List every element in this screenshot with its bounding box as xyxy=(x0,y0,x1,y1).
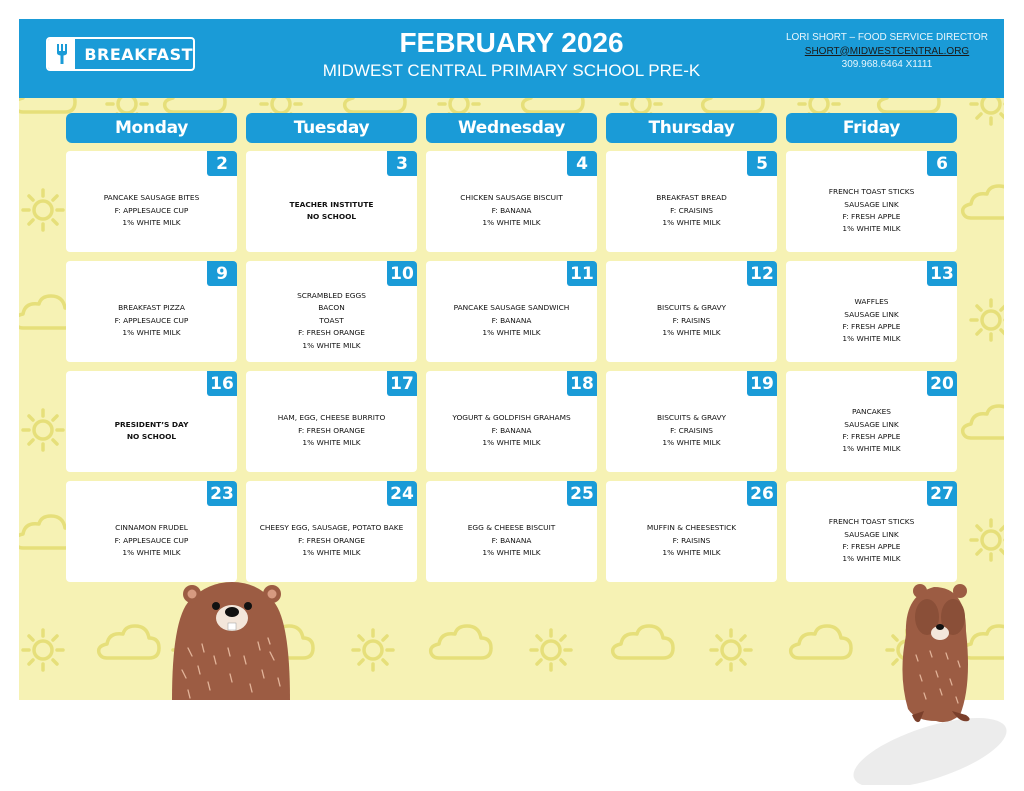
day-number-badge: 25 xyxy=(567,481,597,506)
menu-item: 1% WHITE MILK xyxy=(122,218,181,228)
menu-item: NO SCHOOL xyxy=(126,432,177,441)
menu-item: NO SCHOOL xyxy=(306,212,357,221)
calendar-day-cell xyxy=(606,371,777,472)
day-number-badge: 10 xyxy=(387,261,417,286)
calendar-day-cell xyxy=(246,371,417,472)
day-header-friday: Friday xyxy=(786,113,957,143)
contact-name: LORI SHORT – FOOD SERVICE DIRECTOR xyxy=(785,32,989,43)
menu-item: BREAKFAST PIZZA xyxy=(118,303,185,313)
menu-item: 1% WHITE MILK xyxy=(662,548,721,558)
menu-item: 1% WHITE MILK xyxy=(122,328,181,338)
menu-items xyxy=(610,288,773,354)
calendar-day-cell xyxy=(426,371,597,472)
menu-item: EGG & CHEESE BISCUIT xyxy=(467,523,556,533)
cloud-icon xyxy=(19,98,75,112)
menu-items xyxy=(70,178,233,244)
menu-item: PANCAKE SAUSAGE BITES xyxy=(103,193,200,203)
menu-item: 1% WHITE MILK xyxy=(842,334,901,344)
calendar-day-cell xyxy=(246,261,417,362)
day-number-badge: 9 xyxy=(207,261,237,286)
day-number-badge: 23 xyxy=(207,481,237,506)
menu-item: F: BANANA xyxy=(491,535,532,545)
menu-item: 1% WHITE MILK xyxy=(122,548,181,558)
menu-item: CHICKEN SAUSAGE BISCUIT xyxy=(460,193,563,203)
menu-items xyxy=(790,398,953,464)
menu-item: F: APPLESAUCE CUP xyxy=(114,205,189,215)
day-number-badge: 4 xyxy=(567,151,597,176)
cloud-icon xyxy=(99,626,159,658)
day-number-badge: 5 xyxy=(747,151,777,176)
menu-items xyxy=(250,398,413,464)
sun-icon xyxy=(23,630,63,670)
contact-email-link[interactable]: SHORT@MIDWESTCENTRAL.ORG xyxy=(804,45,970,57)
day-number-badge: 11 xyxy=(567,261,597,286)
menu-item: 1% WHITE MILK xyxy=(842,444,901,454)
calendar-day-cell xyxy=(246,481,417,582)
calendar-day-cell xyxy=(66,151,237,252)
menu-item: TOAST xyxy=(319,315,344,325)
menu-item: F: FRESH ORANGE xyxy=(298,425,365,435)
menu-item: FRENCH TOAST STICKS xyxy=(828,517,915,527)
day-number-badge: 6 xyxy=(927,151,957,176)
day-number-badge: 20 xyxy=(927,371,957,396)
day-number-badge: 24 xyxy=(387,481,417,506)
menu-item: BISCUITS & GRAVY xyxy=(656,303,727,313)
menu-item: F: FRESH APPLE xyxy=(842,322,901,331)
header-banner xyxy=(19,19,1004,98)
calendar-day-cell xyxy=(786,151,957,252)
menu-item: F: RAISINS xyxy=(672,315,711,325)
menu-item: SAUSAGE LINK xyxy=(844,309,899,319)
calendar-day-cell xyxy=(786,481,957,582)
day-number-badge: 13 xyxy=(927,261,957,286)
menu-items xyxy=(610,178,773,244)
sun-icon xyxy=(971,520,1004,560)
menu-item: SAUSAGE LINK xyxy=(844,529,899,539)
calendar-day-cell xyxy=(66,261,237,362)
menu-item: 1% WHITE MILK xyxy=(482,548,541,558)
sun-icon xyxy=(971,98,1004,124)
menu-items xyxy=(250,288,413,354)
menu-items xyxy=(430,288,593,354)
menu-item: FRENCH TOAST STICKS xyxy=(828,187,915,197)
calendar-day-cell xyxy=(66,481,237,582)
menu-items xyxy=(70,398,233,464)
cloud-icon xyxy=(345,98,405,112)
day-header-monday: Monday xyxy=(66,113,237,143)
cloud-icon xyxy=(431,626,491,658)
groundhog-standing-icon xyxy=(820,575,1010,785)
menu-item: CHEESY EGG, SAUSAGE, POTATO BAKE xyxy=(259,523,404,533)
cloud-icon xyxy=(523,98,583,112)
menu-items xyxy=(790,178,953,244)
day-header-wednesday: Wednesday xyxy=(426,113,597,143)
sun-icon xyxy=(711,630,751,670)
menu-item: 1% WHITE MILK xyxy=(302,438,361,448)
calendar-day-cell xyxy=(426,261,597,362)
page-subtitle: MIDWEST CENTRAL PRIMARY SCHOOL PRE-K xyxy=(322,61,701,80)
cloud-icon xyxy=(879,98,939,112)
menu-item: BISCUITS & GRAVY xyxy=(656,413,727,423)
cloud-icon xyxy=(963,186,1004,218)
cloud-icon xyxy=(165,98,225,112)
menu-items xyxy=(70,288,233,354)
page-title: FEBRUARY 2026 xyxy=(399,27,624,58)
menu-item: F: RAISINS xyxy=(672,535,711,545)
menu-items xyxy=(430,178,593,244)
menu-items xyxy=(250,178,413,244)
menu-item: PANCAKES xyxy=(852,407,891,417)
menu-item: F: FRESH ORANGE xyxy=(298,328,365,338)
calendar-day-cell xyxy=(786,261,957,362)
calendar-day-cell xyxy=(606,151,777,252)
day-number-badge: 17 xyxy=(387,371,417,396)
menu-items xyxy=(610,508,773,574)
menu-item: MUFFIN & CHEESESTICK xyxy=(646,523,737,533)
menu-item: BACON xyxy=(318,303,345,313)
sun-icon xyxy=(23,190,63,230)
menu-item: F: CRAISINS xyxy=(670,425,713,435)
menu-item: YOGURT & GOLDFISH GRAHAMS xyxy=(452,413,571,423)
day-number-badge: 26 xyxy=(747,481,777,506)
menu-item: SCRAMBLED EGGS xyxy=(297,290,366,300)
menu-items xyxy=(610,398,773,464)
badge-label: BREAKFAST xyxy=(84,44,193,64)
day-number-badge: 16 xyxy=(207,371,237,396)
menu-item: 1% WHITE MILK xyxy=(662,218,721,228)
menu-item: 1% WHITE MILK xyxy=(482,218,541,228)
menu-items xyxy=(430,398,593,464)
menu-item: SAUSAGE LINK xyxy=(844,199,899,209)
calendar-day-cell xyxy=(606,481,777,582)
sun-icon xyxy=(971,300,1004,340)
menu-item: F: FRESH APPLE xyxy=(842,432,901,441)
menu-items xyxy=(70,508,233,574)
cloud-icon xyxy=(613,626,673,658)
menu-item: HAM, EGG, CHEESE BURRITO xyxy=(277,413,386,423)
menu-item: F: FRESH APPLE xyxy=(842,212,901,221)
groundhog-peeking-icon xyxy=(168,578,294,700)
calendar-day-cell xyxy=(246,151,417,252)
menu-item: 1% WHITE MILK xyxy=(662,328,721,338)
day-header-tuesday: Tuesday xyxy=(246,113,417,143)
menu-item: F: APPLESAUCE CUP xyxy=(114,315,189,325)
menu-item: F: BANANA xyxy=(491,205,532,215)
menu-items xyxy=(430,508,593,574)
day-number-badge: 2 xyxy=(207,151,237,176)
contact-phone: 309.968.6464 X1111 xyxy=(841,59,933,70)
day-number-badge: 3 xyxy=(387,151,417,176)
menu-item: CINNAMON FRUDEL xyxy=(115,523,188,533)
menu-item: F: BANANA xyxy=(491,315,532,325)
contact-info xyxy=(781,31,993,72)
calendar-day-cell xyxy=(606,261,777,362)
menu-item: BREAKFAST BREAD xyxy=(656,193,727,203)
calendar-day-cell xyxy=(426,151,597,252)
cloud-icon xyxy=(963,406,1004,438)
menu-item: 1% WHITE MILK xyxy=(662,438,721,448)
menu-item: 1% WHITE MILK xyxy=(302,548,361,558)
sun-icon xyxy=(23,410,63,450)
menu-item: SAUSAGE LINK xyxy=(844,419,899,429)
calendar-day-cell xyxy=(66,371,237,472)
menu-item: PANCAKE SAUSAGE SANDWICH xyxy=(453,303,570,313)
cloud-icon xyxy=(703,98,763,112)
menu-item: F: FRESH APPLE xyxy=(842,542,901,551)
day-number-badge: 12 xyxy=(747,261,777,286)
menu-item: F: CRAISINS xyxy=(670,205,713,215)
menu-items xyxy=(250,508,413,574)
menu-item: WAFFLES xyxy=(854,297,889,307)
menu-item: PRESIDENT’S DAY xyxy=(114,419,189,429)
day-number-badge: 19 xyxy=(747,371,777,396)
menu-item: 1% WHITE MILK xyxy=(842,224,901,234)
sun-icon xyxy=(353,630,393,670)
menu-items xyxy=(790,508,953,574)
day-header-thursday: Thursday xyxy=(606,113,777,143)
menu-items xyxy=(790,288,953,354)
calendar-day-cell xyxy=(786,371,957,472)
menu-item: TEACHER INSTITUTE xyxy=(289,199,374,209)
menu-item: F: BANANA xyxy=(491,425,532,435)
menu-item: 1% WHITE MILK xyxy=(482,438,541,448)
menu-item: F: APPLESAUCE CUP xyxy=(114,535,189,545)
day-number-badge: 27 xyxy=(927,481,957,506)
day-number-badge: 18 xyxy=(567,371,597,396)
sun-icon xyxy=(531,630,571,670)
calendar-day-cell xyxy=(426,481,597,582)
menu-item: 1% WHITE MILK xyxy=(302,340,361,350)
menu-item: 1% WHITE MILK xyxy=(842,554,901,564)
menu-item: F: FRESH ORANGE xyxy=(298,535,365,545)
menu-item: 1% WHITE MILK xyxy=(482,328,541,338)
